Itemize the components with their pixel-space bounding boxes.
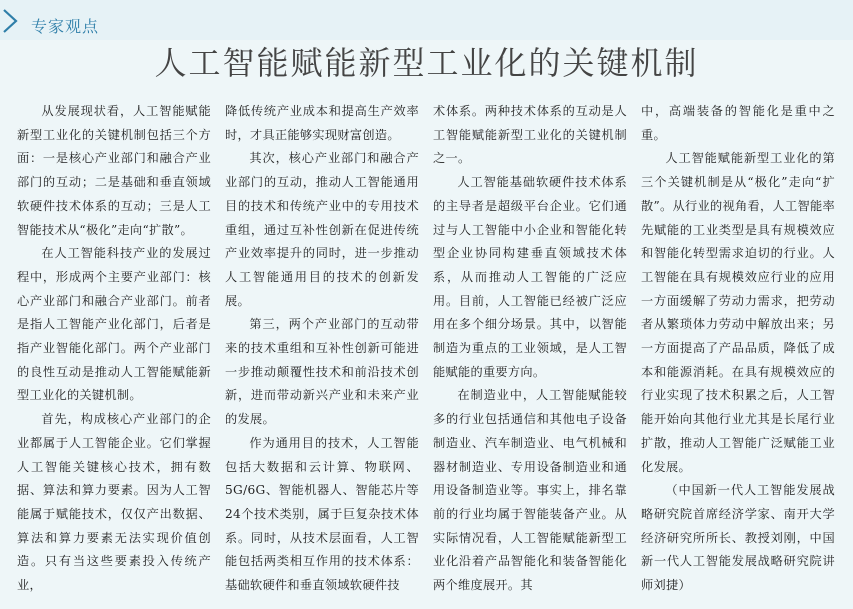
article-headline: 人工智能赋能新型工业化的关键机制 bbox=[154, 44, 699, 82]
paragraph: 在制造业中，人工智能赋能较多的行业包括通信和其他电子设备制造业、汽车制造业、电气机械和器材制造业、专用设备制造业和通用设备制造业等。事实上，排名靠前的行业均属于智能装备产业。从实际情况看，人工智能赋能新型工业化沿着产品智能化和装备智能化两个维度展开。其 bbox=[433, 388, 627, 593]
article-body bbox=[17, 100, 835, 609]
paragraph-continued: 术体系。两种技术体系的互动是人工智能赋能新型工业化的关键机制之一。 bbox=[433, 104, 627, 166]
section-label: 专家观点 bbox=[31, 17, 100, 36]
paragraph-continued: 降低传统产业成本和提高生产效率时，才具正能够实现财富创造。 bbox=[225, 104, 419, 142]
paragraph: 在人工智能科技产业的发展过程中，形成两个主要产业部门：核心产业部门和融合产业部门。前者是指人工智能产业化部门，后者是指产业智能化部门。两个产业部门的良性互动是推动人工智能赋能新型工业化的关键机制。 bbox=[17, 246, 211, 403]
paragraph: 从发展现状看，人工智能赋能新型工业化的关键机制包括三个方面：一是核心产业部门和融合产业部门的互动；二是基础和垂直领域软硬件技术体系的互动；三是人工智能技术从“极化”走向“扩散”。 bbox=[17, 104, 211, 237]
article-column-4 bbox=[641, 100, 835, 609]
paragraph: 首先，构成核心产业部门的企业都属于人工智能企业。它们掌握人工智能关键核心技术，拥有数据、算法和算力要素。因为人工智能属于赋能技术，仅仅产出数据、算法和算力要素无法实现价值创造。只有当这些要素投入传统产业， bbox=[17, 412, 211, 593]
paragraph-continued: 中，高端装备的智能化是重中之重。 bbox=[641, 104, 835, 142]
paragraph: 其次，核心产业部门和融合产业部门的互动，推动人工智能通用目的技术和传统产业中的专用技术重组，通过互补性创新在促进传统产业效率提升的同时，进一步推动人工智能通用目的技术的创新发展。 bbox=[225, 151, 419, 308]
article-column-1 bbox=[17, 100, 211, 609]
paragraph: 作为通用目的技术，人工智能包括大数据和云计算、物联网、5G/6G、智能机器人、智能芯片等24个技术类别，属于巨复杂技术体系。同时，从技术层面看，人工智能包括两类相互作用的技术体系：基础软硬件和垂直领域软硬件技 bbox=[225, 435, 419, 593]
top-strip bbox=[0, 0, 853, 40]
paragraph: 人工智能赋能新型工业化的第三个关键机制是从“极化”走向“扩散”。从行业的视角看，人工智能率先赋能的工业类型是具有规模效应和智能化转型需求迫切的行业。人工智能在具有规模效应行业的应用一方面缓解了劳动力需求，把劳动者从繁琐体力劳动中解放出来；另一方面提高了产品品质，降低了成本和能源消耗。在具有规模效应的行业实现了技术积累之后，人工智能开始向其他行业尤其是长尾行业扩散，推动人工智能广泛赋能工业化发展。 bbox=[641, 151, 835, 474]
paragraph: 第三，两个产业部门的互动带来的技术重组和互补性创新可能进一步推动颠覆性技术和前沿技术创新，进而带动新兴产业和未来产业的发展。 bbox=[225, 317, 419, 427]
author-note: （中国新一代人工智能发展战略研究院首席经济学家、南开大学经济研究所所长、教授刘刚，中国新一代人工智能发展战略研究院讲师刘捷） bbox=[641, 483, 835, 593]
article-column-2 bbox=[225, 100, 419, 609]
paragraph: 人工智能基础软硬件技术体系的主导者是超级平台企业。它们通过与人工智能中小企业和智能化转型企业协同构建垂直领域技术体系，从而推动人工智能的广泛应用。目前，人工智能已经被广泛应用在多个细分场景。其中，以智能制造为重点的工业领域，是人工智能赋能的重要方向。 bbox=[433, 175, 627, 379]
chevron-right-icon bbox=[0, 8, 26, 34]
article-column-3 bbox=[433, 100, 627, 609]
